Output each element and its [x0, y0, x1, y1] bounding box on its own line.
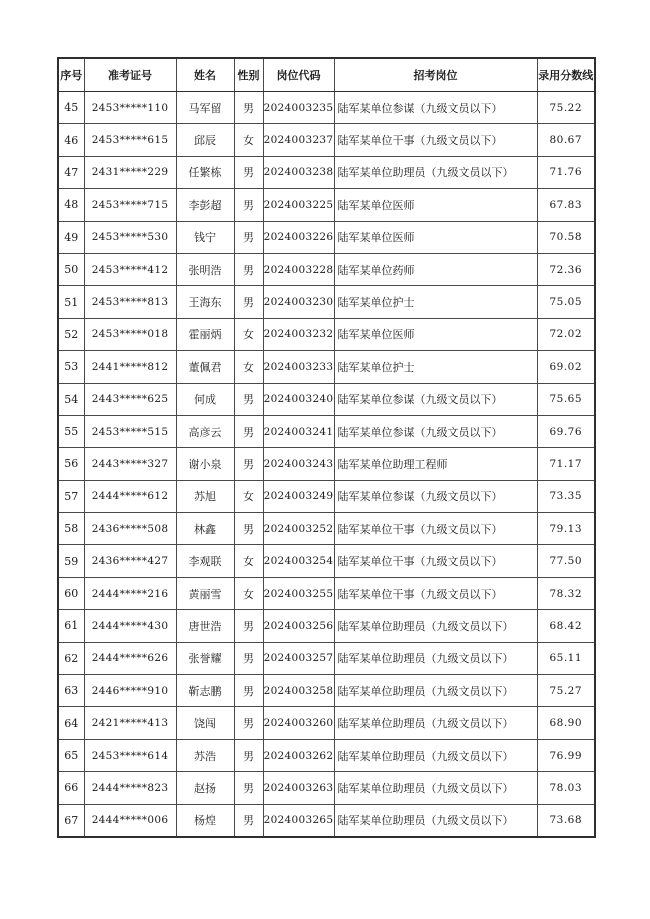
cell-position: 陆军某单位助理员（九级文员以下）: [334, 610, 537, 642]
cell-name: 杨煌: [176, 804, 234, 837]
cell-exam_id: 2421*****413: [84, 707, 176, 739]
cell-gender: 男: [234, 610, 263, 642]
cell-exam_id: 2441*****812: [84, 351, 176, 383]
cell-gender: 男: [234, 415, 263, 447]
cell-no: 48: [58, 189, 84, 221]
cell-exam_id: 2444*****216: [84, 577, 176, 609]
cell-score: 75.22: [537, 92, 595, 124]
cell-code: 2024003257: [263, 642, 334, 674]
cell-position: 陆军某单位助理员（九级文员以下）: [334, 804, 537, 837]
table-row: [58, 642, 595, 674]
cell-no: 52: [58, 318, 84, 350]
table-body: [58, 92, 595, 837]
cell-gender: 男: [234, 772, 263, 804]
cell-position: 陆军某单位助理员（九级文员以下）: [334, 772, 537, 804]
cell-score: 73.35: [537, 480, 595, 512]
cell-code: 2024003226: [263, 221, 334, 253]
column-header-code: 岗位代码: [263, 58, 334, 92]
table-row: [58, 189, 595, 221]
cell-exam_id: 2436*****508: [84, 513, 176, 545]
cell-position: 陆军某单位护士: [334, 351, 537, 383]
cell-code: 2024003241: [263, 415, 334, 447]
cell-score: 77.50: [537, 545, 595, 577]
cell-position: 陆军某单位护士: [334, 286, 537, 318]
cell-gender: 男: [234, 156, 263, 188]
cell-code: 2024003262: [263, 739, 334, 771]
cell-score: 68.42: [537, 610, 595, 642]
cell-score: 78.03: [537, 772, 595, 804]
cell-name: 钱宁: [176, 221, 234, 253]
cell-no: 58: [58, 513, 84, 545]
table-row: [58, 318, 595, 350]
cell-gender: 男: [234, 286, 263, 318]
cell-code: 2024003265: [263, 804, 334, 837]
cell-exam_id: 2443*****625: [84, 383, 176, 415]
cell-gender: 男: [234, 221, 263, 253]
cell-position: 陆军某单位助理员（九级文员以下）: [334, 707, 537, 739]
cell-score: 75.27: [537, 675, 595, 707]
cell-gender: 男: [234, 253, 263, 285]
cell-name: 马军留: [176, 92, 234, 124]
table-row: [58, 545, 595, 577]
cell-exam_id: 2453*****614: [84, 739, 176, 771]
cell-position: 陆军某单位医师: [334, 189, 537, 221]
cell-position: 陆军某单位参谋（九级文员以下）: [334, 383, 537, 415]
cell-position: 陆军某单位参谋（九级文员以下）: [334, 92, 537, 124]
cell-name: 董佩君: [176, 351, 234, 383]
cell-no: 51: [58, 286, 84, 318]
table-row: [58, 92, 595, 124]
cell-exam_id: 2453*****615: [84, 124, 176, 156]
table-row: [58, 707, 595, 739]
cell-name: 李观联: [176, 545, 234, 577]
table-row: [58, 610, 595, 642]
table-row: [58, 804, 595, 837]
cell-score: 71.76: [537, 156, 595, 188]
cell-gender: 女: [234, 577, 263, 609]
cell-no: 64: [58, 707, 84, 739]
cell-exam_id: 2453*****530: [84, 221, 176, 253]
cell-gender: 男: [234, 513, 263, 545]
cell-score: 67.83: [537, 189, 595, 221]
cell-gender: 男: [234, 189, 263, 221]
cell-position: 陆军某单位参谋（九级文员以下）: [334, 415, 537, 447]
cell-position: 陆军某单位助理员（九级文员以下）: [334, 675, 537, 707]
cell-name: 何成: [176, 383, 234, 415]
table-row: [58, 415, 595, 447]
cell-position: 陆军某单位助理工程师: [334, 448, 537, 480]
table-row: [58, 772, 595, 804]
cell-score: 75.65: [537, 383, 595, 415]
cell-no: 59: [58, 545, 84, 577]
cell-no: 56: [58, 448, 84, 480]
cell-score: 70.58: [537, 221, 595, 253]
table-header-row: [58, 58, 595, 92]
cell-code: 2024003233: [263, 351, 334, 383]
cell-name: 高彦云: [176, 415, 234, 447]
cell-name: 王海东: [176, 286, 234, 318]
cell-name: 饶闯: [176, 707, 234, 739]
cell-code: 2024003260: [263, 707, 334, 739]
cell-gender: 男: [234, 383, 263, 415]
cell-name: 林鑫: [176, 513, 234, 545]
cell-name: 唐世浩: [176, 610, 234, 642]
table-row: [58, 513, 595, 545]
cell-gender: 女: [234, 480, 263, 512]
column-header-exam_id: 准考证号: [84, 58, 176, 92]
table-row: [58, 577, 595, 609]
table-row: [58, 739, 595, 771]
cell-name: 张誉耀: [176, 642, 234, 674]
cell-name: 任繁栋: [176, 156, 234, 188]
cell-name: 张明浩: [176, 253, 234, 285]
column-header-position: 招考岗位: [334, 58, 537, 92]
cell-code: 2024003230: [263, 286, 334, 318]
cell-score: 73.68: [537, 804, 595, 837]
cell-code: 2024003237: [263, 124, 334, 156]
cell-name: 靳志鹏: [176, 675, 234, 707]
cell-exam_id: 2453*****018: [84, 318, 176, 350]
cell-no: 50: [58, 253, 84, 285]
table-row: [58, 156, 595, 188]
table-row: [58, 253, 595, 285]
cell-no: 65: [58, 739, 84, 771]
column-header-gender: 性别: [234, 58, 263, 92]
cell-position: 陆军某单位干事（九级文员以下）: [334, 513, 537, 545]
cell-exam_id: 2436*****427: [84, 545, 176, 577]
cell-score: 68.90: [537, 707, 595, 739]
cell-name: 谢小泉: [176, 448, 234, 480]
table-row: [58, 448, 595, 480]
cell-score: 75.05: [537, 286, 595, 318]
cell-position: 陆军某单位干事（九级文员以下）: [334, 124, 537, 156]
cell-gender: 男: [234, 707, 263, 739]
cell-gender: 女: [234, 124, 263, 156]
table-row: [58, 351, 595, 383]
table-row: [58, 124, 595, 156]
cell-name: 赵扬: [176, 772, 234, 804]
table-row: [58, 383, 595, 415]
cell-no: 62: [58, 642, 84, 674]
cell-code: 2024003252: [263, 513, 334, 545]
cell-exam_id: 2453*****813: [84, 286, 176, 318]
cell-code: 2024003240: [263, 383, 334, 415]
cell-code: 2024003254: [263, 545, 334, 577]
cell-position: 陆军某单位医师: [334, 318, 537, 350]
cell-name: 霍丽炳: [176, 318, 234, 350]
cell-no: 53: [58, 351, 84, 383]
cell-code: 2024003258: [263, 675, 334, 707]
cell-position: 陆军某单位干事（九级文员以下）: [334, 545, 537, 577]
cell-position: 陆军某单位助理员（九级文员以下）: [334, 642, 537, 674]
cell-position: 陆军某单位医师: [334, 221, 537, 253]
cell-score: 76.99: [537, 739, 595, 771]
cell-gender: 男: [234, 804, 263, 837]
cell-name: 邱辰: [176, 124, 234, 156]
cell-no: 57: [58, 480, 84, 512]
cell-exam_id: 2444*****626: [84, 642, 176, 674]
cell-name: 苏浩: [176, 739, 234, 771]
table-row: [58, 286, 595, 318]
cell-no: 49: [58, 221, 84, 253]
cell-exam_id: 2453*****715: [84, 189, 176, 221]
cell-name: 苏旭: [176, 480, 234, 512]
cell-score: 69.76: [537, 415, 595, 447]
cell-gender: 男: [234, 642, 263, 674]
cell-code: 2024003225: [263, 189, 334, 221]
table-row: [58, 480, 595, 512]
cell-position: 陆军某单位参谋（九级文员以下）: [334, 480, 537, 512]
table-row: [58, 221, 595, 253]
cell-code: 2024003249: [263, 480, 334, 512]
cell-score: 79.13: [537, 513, 595, 545]
cell-name: 黄丽雪: [176, 577, 234, 609]
cell-no: 63: [58, 675, 84, 707]
cell-no: 60: [58, 577, 84, 609]
cell-exam_id: 2453*****110: [84, 92, 176, 124]
cell-exam_id: 2446*****910: [84, 675, 176, 707]
cell-no: 47: [58, 156, 84, 188]
cell-gender: 女: [234, 351, 263, 383]
column-header-no: 序号: [58, 58, 84, 92]
cell-position: 陆军某单位干事（九级文员以下）: [334, 577, 537, 609]
cell-code: 2024003255: [263, 577, 334, 609]
cell-gender: 男: [234, 739, 263, 771]
score-table: [57, 57, 596, 838]
cell-no: 61: [58, 610, 84, 642]
cell-score: 72.02: [537, 318, 595, 350]
cell-code: 2024003228: [263, 253, 334, 285]
cell-no: 54: [58, 383, 84, 415]
cell-exam_id: 2443*****327: [84, 448, 176, 480]
cell-score: 71.17: [537, 448, 595, 480]
cell-name: 李彭超: [176, 189, 234, 221]
cell-exam_id: 2453*****515: [84, 415, 176, 447]
cell-score: 65.11: [537, 642, 595, 674]
cell-no: 46: [58, 124, 84, 156]
cell-gender: 男: [234, 448, 263, 480]
cell-gender: 男: [234, 92, 263, 124]
cell-score: 72.36: [537, 253, 595, 285]
cell-score: 69.02: [537, 351, 595, 383]
cell-no: 45: [58, 92, 84, 124]
cell-code: 2024003263: [263, 772, 334, 804]
column-header-name: 姓名: [176, 58, 234, 92]
cell-exam_id: 2453*****412: [84, 253, 176, 285]
cell-exam_id: 2444*****006: [84, 804, 176, 837]
cell-code: 2024003238: [263, 156, 334, 188]
cell-code: 2024003235: [263, 92, 334, 124]
cell-score: 80.67: [537, 124, 595, 156]
cell-exam_id: 2444*****430: [84, 610, 176, 642]
cell-gender: 女: [234, 545, 263, 577]
cell-gender: 女: [234, 318, 263, 350]
cell-exam_id: 2444*****612: [84, 480, 176, 512]
cell-exam_id: 2444*****823: [84, 772, 176, 804]
cell-position: 陆军某单位助理员（九级文员以下）: [334, 156, 537, 188]
cell-code: 2024003256: [263, 610, 334, 642]
column-header-score: 录用分数线: [537, 58, 595, 92]
cell-no: 67: [58, 804, 84, 837]
cell-no: 55: [58, 415, 84, 447]
cell-code: 2024003243: [263, 448, 334, 480]
cell-position: 陆军某单位药师: [334, 253, 537, 285]
cell-exam_id: 2431*****229: [84, 156, 176, 188]
cell-score: 78.32: [537, 577, 595, 609]
cell-no: 66: [58, 772, 84, 804]
table-row: [58, 675, 595, 707]
cell-code: 2024003232: [263, 318, 334, 350]
cell-gender: 男: [234, 675, 263, 707]
cell-position: 陆军某单位助理员（九级文员以下）: [334, 739, 537, 771]
table-header: [58, 58, 595, 92]
